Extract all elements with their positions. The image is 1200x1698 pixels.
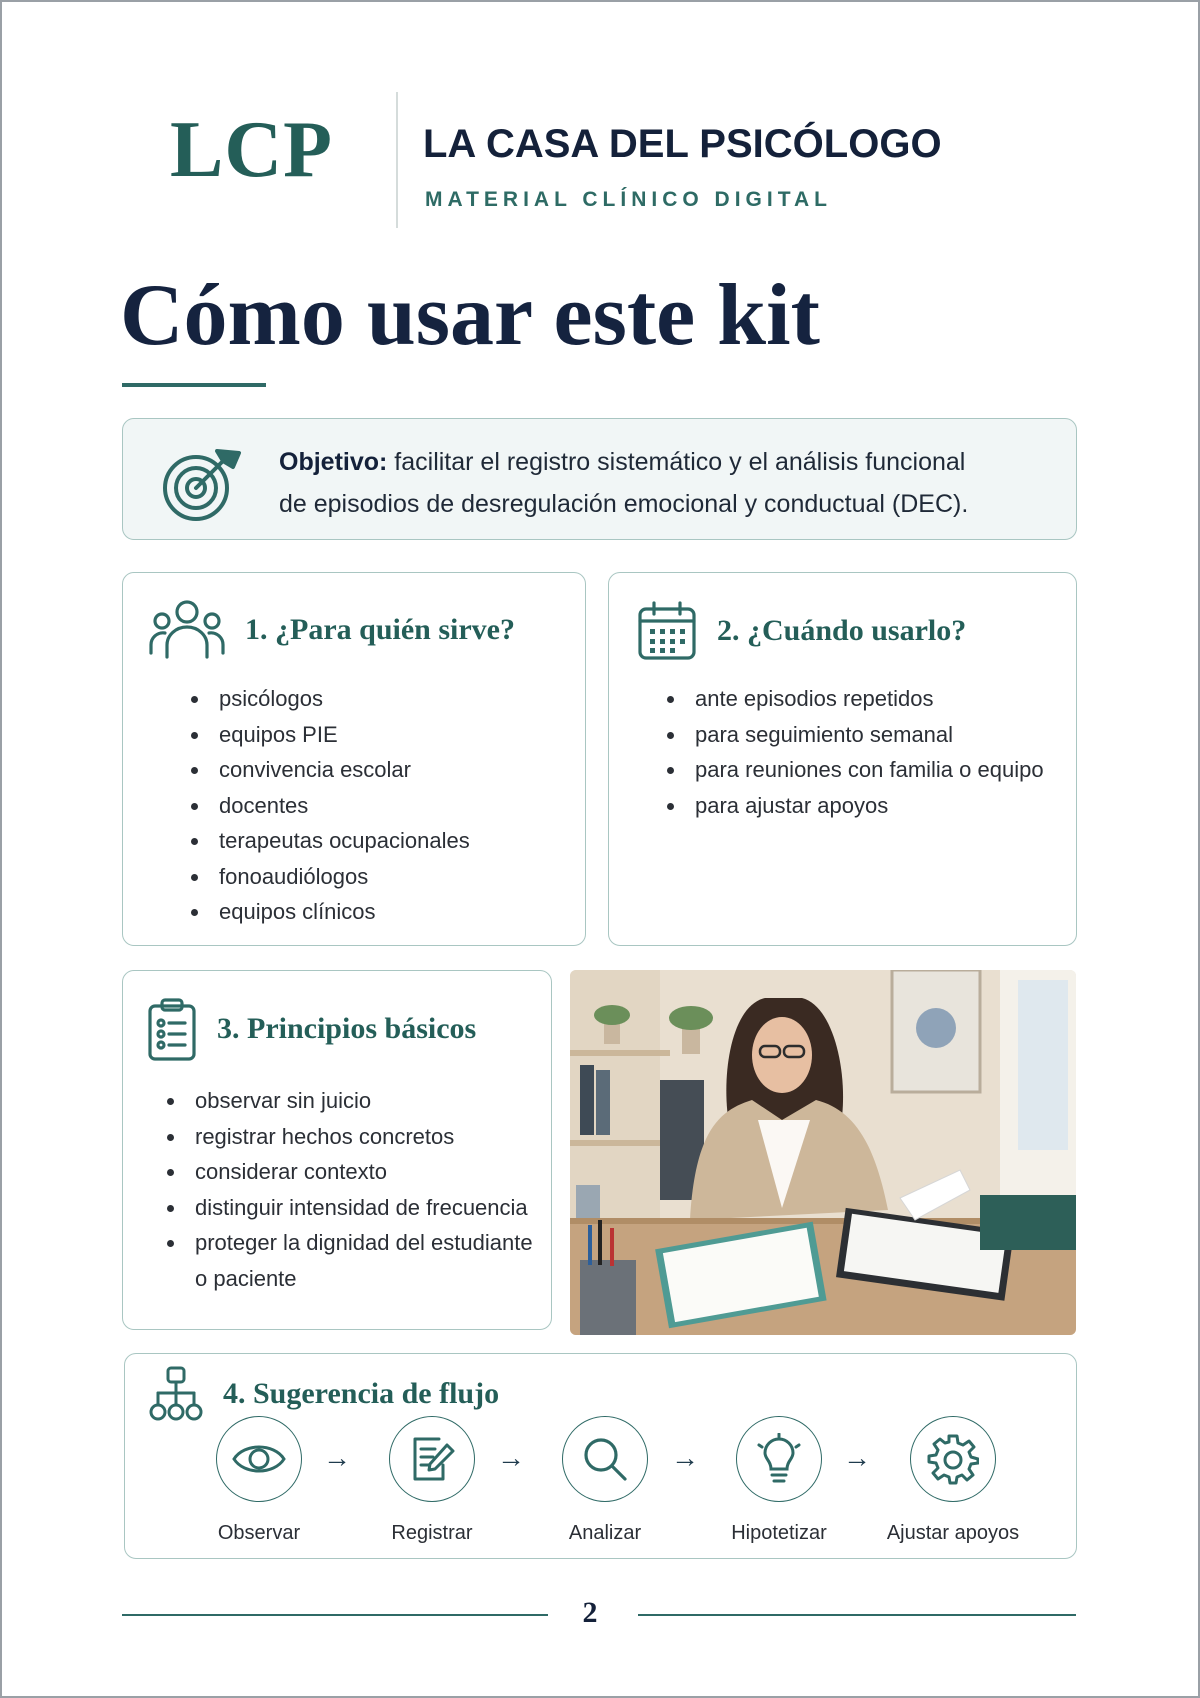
flow-step-ajustar-apoyos — [873, 1416, 1033, 1545]
flow-step-circle — [389, 1416, 475, 1502]
principles-list — [165, 1083, 535, 1296]
objective-line-1: facilitar el registro sistemático y el análisis funcional — [394, 448, 966, 476]
title-underline — [122, 383, 266, 387]
target-icon — [159, 439, 245, 525]
list-item: proteger la dignidad del estudiante o paciente — [165, 1225, 535, 1296]
list-item: considerar contexto — [165, 1154, 535, 1190]
who-card-header — [149, 599, 515, 661]
list-item: registrar hechos concretos — [165, 1119, 535, 1155]
logo: LCP — [170, 106, 333, 194]
principles-card — [122, 970, 552, 1330]
clipboard-list-icon — [147, 997, 197, 1061]
gear-icon — [927, 1433, 979, 1485]
who-card — [122, 572, 586, 946]
magnifier-icon — [581, 1435, 629, 1483]
list-item: observar sin juicio — [165, 1083, 535, 1119]
list-item: para reuniones con familia o equipo — [665, 752, 1044, 788]
list-item: psicólogos — [189, 681, 470, 717]
page-number: 2 — [582, 1596, 598, 1629]
arrow-right-icon: → — [843, 1442, 871, 1473]
document-pen-icon — [409, 1435, 455, 1483]
flow-step-label: Hipotetizar — [731, 1522, 827, 1544]
list-item: docentes — [189, 788, 470, 824]
people-group-icon — [149, 599, 225, 661]
brand-name: LA CASA DEL PSICÓLOGO — [423, 122, 942, 166]
psychologist-working-photo — [570, 970, 1076, 1335]
flow-step-circle — [910, 1416, 996, 1502]
when-list — [665, 681, 1044, 823]
objective-line-2: de episodios de desregulación emocional y conductual (DEC). — [279, 490, 969, 518]
calendar-icon — [637, 601, 697, 661]
list-item: terapeutas ocupacionales — [189, 823, 470, 859]
list-item: para ajustar apoyos — [665, 788, 1044, 824]
when-card-header — [637, 601, 966, 661]
flow-step-label: Registrar — [391, 1522, 473, 1544]
flow-card-title: 4. Sugerencia de flujo — [223, 1377, 500, 1410]
flow-card — [124, 1353, 1077, 1559]
arrow-right-icon: → — [323, 1442, 351, 1473]
flow-step-observar — [179, 1416, 339, 1545]
flow-step-label: Observar — [217, 1522, 301, 1544]
when-card-title: 2. ¿Cuándo usarlo? — [717, 614, 967, 647]
flow-diagram-icon — [149, 1366, 203, 1422]
list-item: convivencia escolar — [189, 752, 470, 788]
who-list — [189, 681, 470, 930]
list-item: fonoaudiólogos — [189, 859, 470, 895]
flow-step-label: Analizar — [568, 1522, 642, 1544]
flow-step-hipotetizar — [699, 1416, 859, 1545]
flow-step-circle — [736, 1416, 822, 1502]
flow-step-label: Ajustar apoyos — [886, 1522, 1020, 1544]
list-item: distinguir intensidad de frecuencia — [165, 1190, 535, 1226]
brand-tagline: MATERIAL CLÍNICO DIGITAL — [425, 188, 832, 211]
list-item: para seguimiento semanal — [665, 717, 1044, 753]
header-divider — [396, 92, 398, 228]
list-item: equipos clínicos — [189, 894, 470, 930]
principles-card-title: 3. Principios básicos — [217, 1012, 477, 1045]
who-card-title: 1. ¿Para quién sirve? — [245, 613, 515, 646]
flow-card-header — [149, 1366, 499, 1422]
footer-rule-right — [638, 1614, 1076, 1616]
page-title: Cómo usar este kit — [120, 267, 820, 364]
objective-box — [122, 418, 1077, 540]
eye-icon — [232, 1439, 286, 1479]
when-card — [608, 572, 1077, 946]
arrow-right-icon: → — [497, 1442, 525, 1473]
objective-label: Objetivo: — [279, 448, 388, 476]
list-item: equipos PIE — [189, 717, 470, 753]
flow-step-registrar — [352, 1416, 512, 1545]
list-item: ante episodios repetidos — [665, 681, 1044, 717]
lightbulb-icon — [755, 1433, 803, 1485]
flow-step-circle — [216, 1416, 302, 1502]
principles-card-header — [147, 997, 476, 1061]
objective-text — [279, 441, 1046, 525]
arrow-right-icon: → — [671, 1442, 699, 1473]
flow-step-circle — [562, 1416, 648, 1502]
footer-rule-left — [122, 1614, 548, 1616]
flow-step-analizar — [525, 1416, 685, 1545]
